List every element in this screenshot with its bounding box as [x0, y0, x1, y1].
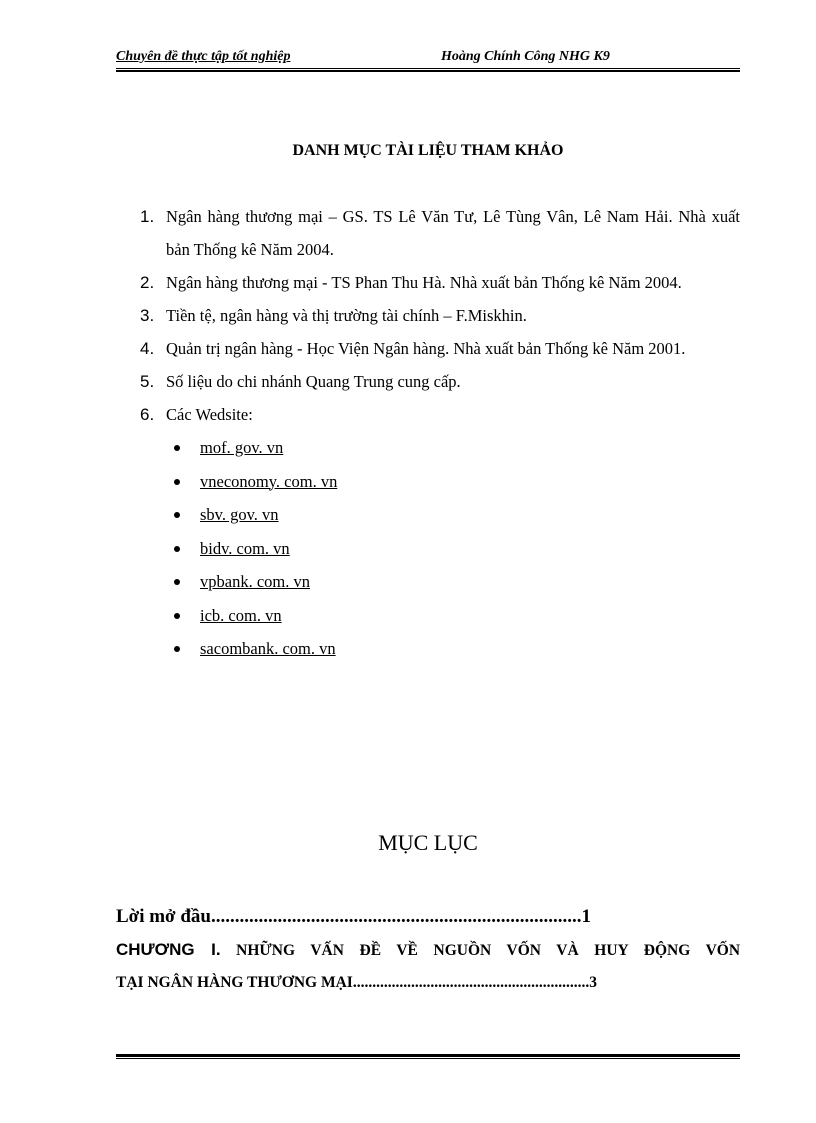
reference-number: 4.	[140, 339, 155, 358]
chapter-label: CHƯƠNG I.	[116, 940, 221, 959]
bullet-icon	[174, 613, 180, 619]
footer-rule	[116, 1054, 740, 1060]
list-item	[140, 632, 740, 666]
reference-text: Quản trị ngân hàng - Học Viện Ngân hàng. Nhà xuất bản Thống kê Năm 2001.	[166, 339, 686, 358]
bullet-icon	[174, 512, 180, 518]
bullet-icon	[174, 546, 180, 552]
reference-text: Ngân hàng thương mại - TS Phan Thu Hà. Nhà xuất bản Thống kê Năm 2004.	[166, 273, 682, 292]
chapter-title-line-2[interactable]: TẠI NGÂN HÀNG THƯƠNG MẠI.............................................................3	[116, 974, 597, 991]
website-link[interactable]: mof. gov. vn	[200, 438, 284, 457]
reference-item-1	[140, 200, 740, 266]
table-of-contents	[116, 902, 740, 999]
list-item	[140, 599, 740, 633]
toc-entry-introduction[interactable]: Lời mở đầu..............................................................................1	[116, 906, 591, 927]
list-item	[140, 498, 740, 532]
reference-number: 1.	[140, 207, 155, 226]
website-link[interactable]: vneconomy. com. vn	[200, 471, 338, 491]
bullet-icon	[174, 646, 180, 652]
bullet-icon	[174, 479, 180, 485]
header-author: Hoàng Chính Công NHG K9	[441, 49, 610, 64]
reference-number: 3.	[140, 306, 155, 325]
reference-text: Số liệu do chi nhánh Quang Trung cung cấp.	[166, 372, 461, 391]
chapter-title-line-1: NHỮNG VẤN ĐỀ VỀ NGUỒN VỐN VÀ HUY ĐỘNG VỐN	[236, 942, 741, 959]
reference-text: Ngân hàng thương mại – GS. TS Lê Văn Tư, Lê Tùng Vân, Lê Nam Hải. Nhà xuất bản Thống kê Năm 2004.	[166, 207, 740, 259]
reference-item-3	[140, 299, 740, 332]
website-list	[140, 431, 740, 666]
references-list	[140, 200, 740, 666]
bullet-icon	[174, 445, 180, 451]
website-link[interactable]: sacombank. com. vn	[200, 639, 336, 658]
website-link[interactable]: icb. com. vn	[200, 605, 282, 625]
toc-entry-chapter-1[interactable]	[116, 934, 740, 967]
reference-item-4	[140, 332, 740, 365]
list-item	[140, 532, 740, 566]
list-item	[140, 565, 740, 599]
bullet-icon	[174, 579, 180, 585]
header-document-type: Chuyên đề thực tập tốt nghiệp	[116, 49, 291, 64]
reference-text: Các Wedsite:	[166, 405, 253, 424]
reference-item-2	[140, 266, 740, 299]
list-item	[140, 465, 740, 499]
website-link[interactable]: sbv. gov. vn	[200, 505, 279, 524]
reference-item-5	[140, 365, 740, 398]
website-link[interactable]: vpbank. com. vn	[200, 572, 310, 591]
reference-item-6	[140, 398, 740, 431]
page-header	[116, 49, 740, 69]
reference-number: 6.	[140, 405, 155, 424]
website-link[interactable]: bidv. com. vn	[200, 538, 290, 558]
reference-text: Tiền tệ, ngân hàng và thị trường tài chính – F.Miskhin.	[166, 306, 527, 325]
list-item	[140, 431, 740, 465]
toc-title: MỤC LỤC	[378, 830, 478, 855]
references-title: DANH MỤC TÀI LIỆU THAM KHẢO	[292, 142, 564, 159]
header-rule	[116, 68, 740, 72]
reference-number: 2.	[140, 273, 155, 292]
reference-number: 5.	[140, 372, 155, 391]
